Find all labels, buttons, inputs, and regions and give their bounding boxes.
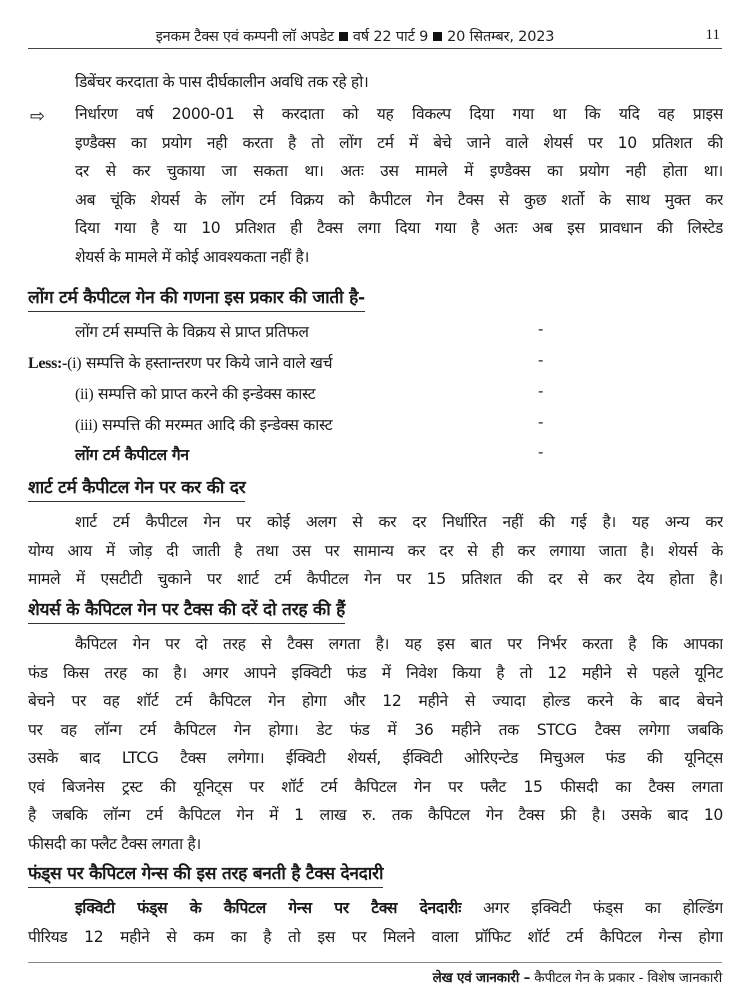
text-line: मामले में एसटीटी चुकाने पर शार्ट टर्म कैपीटल गेन पर 15 प्रतिशत की दर से कर देय होता है। (28, 570, 723, 588)
square-separator-icon (433, 32, 442, 41)
bullet-paragraph (75, 100, 723, 271)
text-line: है जबकि लॉन्ग टर्म कैपिटल गेन में 1 लाख रु. तक कैपिटल गेन टैक्स फ्री है। उसके बाद 10 (28, 806, 723, 824)
header-title (28, 26, 682, 46)
lead-rest: अगर इक्विटी फंड्स का होल्डिंग (483, 899, 723, 917)
roman-numeral: (i) (67, 355, 82, 372)
calc-value: - (538, 382, 544, 400)
text-line: दिया गया है या 10 प्रतिशत ही टैक्स लगा दिया गया है अतः अब इस प्रावधान की लिस्टेड (75, 219, 723, 237)
calc-value: - (538, 351, 544, 369)
stcg-paragraph (28, 508, 723, 594)
calc-value: - (538, 443, 544, 461)
calc-label: लोंग टर्म सम्पत्ति के विक्रय से प्राप्त प्रतिफल (75, 323, 309, 341)
calc-label: लोंग टर्म कैपीटल गैन (75, 446, 189, 464)
footer-section: लेख एवं जानकारी – (432, 970, 531, 986)
text-line (28, 894, 723, 923)
page-number: 11 (705, 27, 720, 43)
section-heading-share-rates: शेयर्स के कैपिटल गेन पर टैक्स की दरें दो तरह की हैं (28, 598, 345, 624)
text-line: पर वह लॉन्ग टर्म कैपिटल गेन होगा। डेट फंड में 36 महीने तक STCG टैक्स लगेगा जबकि (28, 720, 723, 739)
fund-tax-paragraph (28, 894, 723, 951)
text-line: एवं बिजनेस ट्रस्ट की यूनिट्स पर शॉर्ट टर्म कैपिटल गेन पर फ्लैट 15 फीसदी का टैक्स लगता (28, 777, 723, 796)
bold-lead: इक्विटी फंड्स के कैपिटल गेन्स पर टैक्स देनदारीः (75, 899, 462, 917)
text-line: शेयर्स के मामले में कोई आवश्यकता नहीं है। (75, 247, 310, 266)
share-rates-paragraph (28, 630, 723, 858)
text-line: उसके बाद LTCG टैक्स लगेगा। ईक्विटी शेयर्स, ईक्विटी ओरिएन्टेड मिचुअल फंड की यूनिट्स (28, 749, 723, 767)
text-line: कैपिटल गेन पर दो तरह से टैक्स लगता है। यह इस बात पर निर्भर करता है कि आपका (75, 635, 723, 653)
section-heading-stcg-rate: शार्ट टर्म कैपीटल गेन पर कर की दर (28, 476, 245, 502)
issue-date: 20 सितम्बर, 2023 (447, 29, 555, 45)
footer-topic: कैपीटल गेन के प्रकार - विशेष जानकारी (534, 970, 722, 986)
intro-line (75, 68, 715, 97)
text-line: निर्धारण वर्ष 2000-01 से करदाता को यह विकल्प दिया गया था कि यदि वह प्राइस (75, 105, 723, 123)
calc-row (28, 351, 332, 373)
calc-row (75, 413, 332, 435)
publication-name: इनकम टैक्स एवं कम्पनी लॉ अपडेट (155, 29, 334, 45)
text-line: योग्य आय में जोड़ दी जाती है तथा उस पर सामान्य कर दर से ही कर लगाया जाता है। शेयर्स के (28, 541, 723, 560)
volume-issue: वर्ष 22 पार्ट 9 (352, 29, 429, 45)
less-prefix: Less:- (28, 355, 68, 372)
roman-numeral: (ii) (75, 386, 94, 403)
text-line: शार्ट टर्म कैपीटल गेन पर कोई अलग से कर दर निर्धारित नहीं की गई है। यह अन्य कर (75, 513, 723, 531)
text-line: इण्डैक्स का प्रयोग नही करता है तो लोंग टर्म में बेचे जाने वाले शेयर्स पर 10 प्रतिशत की (75, 133, 723, 152)
calc-label: सम्पत्ति की मरम्मत आदि की इन्डेक्स कास्ट (102, 416, 333, 434)
calc-value: - (538, 413, 544, 431)
text-line: दर से कर चुकाया जा सकता था। अतः उस मामले में इण्डैक्स का प्रयोग नही होता था। (75, 162, 723, 180)
calc-label: सम्पत्ति के हस्तान्तरण पर किये जाने वाले खर्च (85, 354, 333, 372)
right-arrow-icon: ⇨ (30, 106, 46, 127)
calc-label: सम्पत्ति को प्राप्त करने की इन्डेक्स कास्ट (98, 385, 316, 403)
text-line: डिबेंचर करदाता के पास दीर्घकालीन अवधि तक रहे हो। (75, 73, 369, 91)
calc-row-total (75, 443, 189, 465)
running-header (28, 20, 722, 49)
text-line: अब चूंकि शेयर्स के लोंग टर्म विक्रय को कैपीटल गेन टैक्स से कुछ शर्तो के साथ मुक्त कर (75, 190, 723, 209)
footer-divider (28, 962, 722, 963)
text-line: फंड किस तरह का है। अगर आपने इक्विटी फंड में निवेश किया है तो 12 महीने से पहले यूनिट (28, 663, 723, 682)
section-heading-fund-tax-liability: फंड्स पर कैपिटल गेन्स की इस तरह बनती है टैक्स देनदारी (28, 862, 383, 888)
section-heading-ltcg-computation: लोंग टर्म कैपीटल गेन की गणना इस प्रकार की जाती है- (28, 286, 365, 312)
running-footer (433, 968, 722, 986)
text-line: पीरियड 12 महीने से कम का है तो इस पर मिलने वाला प्रॉफिट शॉर्ट टर्म कैपिटल गेन्स होगा (28, 927, 723, 946)
text-line: फीसदी का फ्लैट टैक्स लगता है। (28, 834, 201, 853)
calc-row (75, 382, 315, 404)
square-separator-icon (339, 32, 348, 41)
roman-numeral: (iii) (75, 417, 98, 434)
text-line: बेचने पर वह शॉर्ट टर्म कैपिटल गेन होगा और 12 महीने से ज्यादा होल्ड करने के बाद बेचने (28, 692, 723, 710)
calc-value: - (538, 320, 544, 338)
calc-row (75, 320, 309, 342)
